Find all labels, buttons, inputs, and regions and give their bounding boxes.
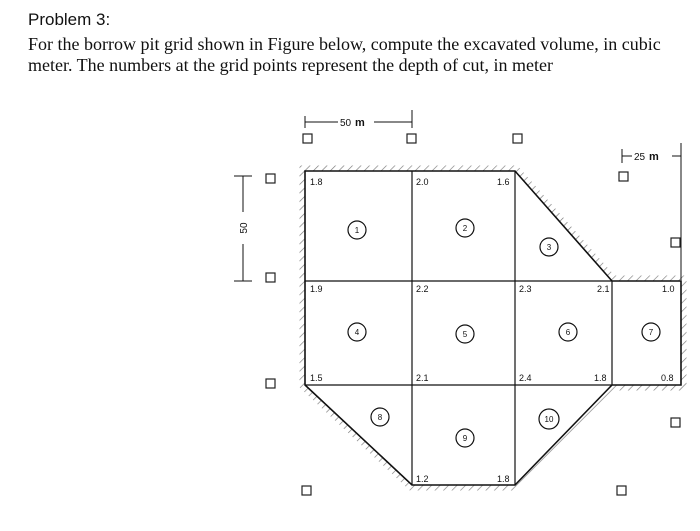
dimension-right-25m (622, 143, 681, 280)
cell-number: 2 (462, 224, 468, 233)
depth-label: 1.8 (310, 177, 323, 187)
cell-number: 6 (565, 328, 571, 337)
dim-right-value: 25 (634, 152, 646, 163)
depth-label: 1.2 (416, 474, 429, 484)
depth-label: 1.5 (310, 373, 323, 383)
cell-number: 10 (544, 415, 554, 424)
depth-label: 1.0 (662, 284, 675, 294)
depth-label: 1.6 (497, 177, 510, 187)
depth-label: 2.0 (416, 177, 429, 187)
problem-statement: For the borrow pit grid shown in Figure below, compute the excavated volume, in cubic meter. The numbers at the grid points represent the depth of cut, in meter (28, 34, 661, 75)
cell-number: 3 (546, 243, 552, 252)
cell-number: 8 (377, 413, 383, 422)
cell-number: 4 (354, 328, 360, 337)
depth-label: 2.2 (416, 284, 429, 294)
depth-label: 2.1 (597, 284, 610, 294)
problem-title: Problem 3: (28, 10, 111, 29)
depth-label: 0.8 (661, 373, 674, 383)
dim-top-unit: m (355, 117, 365, 129)
depth-label: 2.4 (519, 373, 532, 383)
cell-number: 7 (648, 328, 654, 337)
depth-label: 2.1 (416, 373, 429, 383)
cell-number: 5 (462, 330, 468, 339)
dim-right-unit: m (649, 151, 659, 163)
depth-label: 2.3 (519, 284, 532, 294)
cell-number: 1 (354, 226, 360, 235)
dim-top-value: 50 (340, 118, 352, 129)
depth-label: 1.8 (497, 474, 510, 484)
cell-number: 9 (462, 434, 468, 443)
dim-left-value: 50 (239, 222, 250, 234)
depth-label: 1.8 (594, 373, 607, 383)
depth-label: 1.9 (310, 284, 323, 294)
